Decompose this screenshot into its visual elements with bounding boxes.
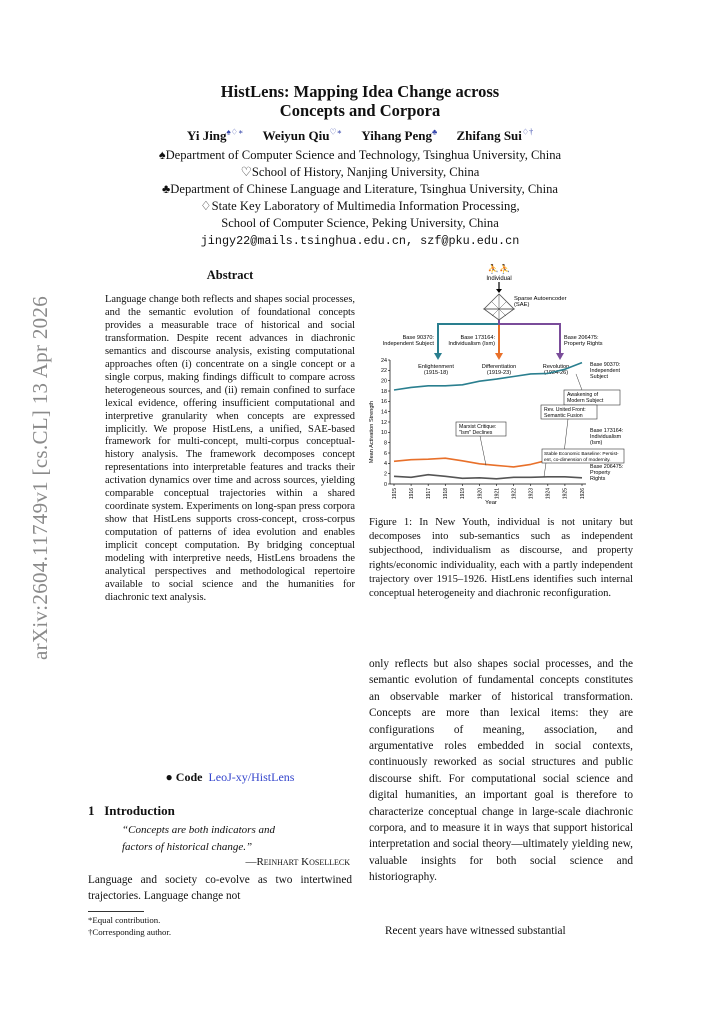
y-tick-label: 10 (381, 430, 387, 437)
y-tick-label: 16 (381, 399, 387, 406)
phase-label: (1915-18) (423, 370, 449, 376)
annotation-box (456, 422, 506, 436)
x-tick-label: 1919 (460, 488, 467, 500)
person-icon: ⛹⛹ (487, 264, 511, 274)
affiliation: ♢State Key Laboratory of Multimedia Information Processing, (200, 199, 520, 213)
y-tick-label: 14 (381, 409, 387, 416)
author: Zhifang Sui♢† (456, 128, 534, 144)
epigraph: “Concepts are both indicators and factors of historical change.” (122, 824, 275, 853)
svg-text:Base 173164:: Base 173164: (590, 428, 624, 434)
svg-text:Independent: Independent (590, 368, 620, 374)
svg-text:Modern Subject: Modern Subject (567, 398, 604, 404)
code-link[interactable]: LeoJ-xy/HistLens (208, 770, 295, 784)
x-tick-label: 1922 (511, 488, 518, 500)
body-text: only reflects but also shapes social processes, and the semantic evolution of fundamental concepts constitutes an observable marker of historical transformation. Concepts are more than lexical items: they are configurations of meaning, association, and argumentative roles embedded in social contexts, continuously reworked as social structures and public discourse shift. For computational social science and digital humanities, an important goal is therefore to characterize conceptual change in large-scale diachronic corpora, and to measure it in ways that support historical interpretation and social theory—ultimately yielding new, valuable insights for both social science and historiography. (369, 658, 633, 884)
arrow-head (495, 353, 503, 360)
annotation-connector (480, 436, 486, 465)
x-tick-label: 1916 (408, 488, 415, 500)
author-emails[interactable]: jingy22@mails.tsinghua.edu.cn, szf@pku.edu.cn (200, 234, 520, 248)
y-tick-label: 0 (384, 481, 387, 488)
svg-text:Base 90370:: Base 90370: (590, 362, 621, 368)
annotation-connector (564, 419, 568, 453)
annotation-connector (544, 463, 546, 477)
sae-funnel (484, 294, 514, 320)
svg-text:Rev. United Front:: Rev. United Front: (544, 407, 586, 413)
svg-text:Semantic Fusion: Semantic Fusion (544, 413, 583, 419)
base-label: Base 173164: (460, 335, 495, 341)
svg-text:Awakening of: Awakening of (567, 392, 599, 398)
base-label: Base 206475: (564, 335, 599, 341)
author: Yi Jing♠♢∗ (186, 128, 244, 144)
figure-caption: Figure 1: In New Youth, individual is not unitary but decomposes into sub-semantics such as independent subjecthood, individualism as discourse, and property rights/economic individuality, each with a partly independent trajectory over 1915–1926. HistLens identifies such internal conceptual heterogeneity and diachronic reconfiguration. (369, 517, 633, 600)
svg-text:Base 206475:: Base 206475: (590, 464, 624, 470)
base-label: Property Rights (564, 341, 603, 347)
svg-text:Property: Property (590, 470, 611, 476)
x-tick-label: 1917 (425, 488, 432, 500)
code-label: Code (175, 770, 203, 784)
affiliation: ♡School of History, Nanjing University, China (240, 165, 480, 179)
y-tick-label: 2 (384, 471, 387, 478)
svg-text:ent, co-dimension of modernity: ent, co-dimension of modernity. (544, 458, 611, 463)
annotation-box (564, 390, 620, 405)
sae-label: Sparse Autoencoder (514, 296, 567, 302)
base-label: Individualism (Ism) (448, 341, 495, 347)
section-heading: 1 Introduction (88, 803, 175, 818)
affiliation: School of Computer Science, Peking University, China (221, 216, 499, 230)
code-line (105, 770, 355, 785)
series-label (590, 428, 623, 446)
x-axis-label: Year (485, 500, 497, 506)
annotation-connector (576, 374, 582, 390)
base-label: Independent Subject (382, 341, 434, 347)
paper-title: HistLens: Mapping Idea Change across Concepts and Corpora (220, 82, 500, 120)
body-text: Recent years have witnessed substantial (385, 925, 566, 937)
footnote-rule (88, 911, 144, 912)
svg-text:Stable Economic Baseline: Pers: Stable Economic Baseline: Persist- (544, 452, 619, 457)
x-tick-label: 1924 (545, 488, 552, 500)
y-tick-label: 20 (381, 378, 387, 385)
x-tick-label: 1920 (477, 488, 484, 500)
sae-label: (SAE) (514, 302, 530, 308)
author: Weiyun Qiu♡∗ (262, 128, 343, 144)
phase-label: Revolution (542, 364, 570, 370)
svg-text:"Ism" Declines: "Ism" Declines (459, 430, 493, 436)
series-label (590, 464, 623, 482)
intro-text: Language and society co-evolve as two intertwined trajectories. Language change not (88, 874, 352, 903)
svg-text:Individualism: Individualism (590, 434, 622, 440)
epigraph-attribution: —Reinhart Koselleck (245, 856, 350, 868)
annotation-box (541, 405, 597, 419)
base-label: Base 90370: (402, 335, 434, 341)
phase-label: Enlightenment (418, 364, 454, 370)
svg-text:(Ism): (Ism) (590, 440, 603, 446)
x-tick-label: 1926 (579, 488, 586, 500)
y-tick-label: 4 (384, 461, 387, 468)
y-axis-label: Mean Activation Strength (369, 400, 375, 464)
arrow-head (434, 353, 442, 360)
x-tick-label: 1921 (494, 488, 501, 500)
fig-top-label: Individual (486, 276, 512, 282)
svg-text:Rights: Rights (590, 476, 606, 482)
affiliation: ♠Department of Computer Science and Technology, Tsinghua University, China (158, 148, 562, 162)
svg-text:Subject: Subject (590, 374, 608, 380)
y-tick-label: 22 (381, 368, 387, 375)
x-tick-label: 1918 (443, 488, 450, 500)
author: Yihang Peng♣ (361, 128, 438, 144)
branch-purple (499, 320, 560, 356)
abstract-heading: Abstract (206, 268, 254, 282)
arxiv-stamp: arXiv:2604.11749v1 [cs.CL] 13 Apr 2026 (28, 295, 52, 661)
arrow-head (496, 289, 502, 293)
y-tick-label: 18 (381, 388, 387, 395)
author-list (100, 128, 620, 144)
x-tick-label: 1923 (528, 488, 535, 500)
github-icon: ● (165, 770, 173, 784)
figure-1 (368, 262, 634, 508)
abstract-text: Language change both reflects and shapes social processes, and the semantic evolution of foundational concepts provides a measurable trace of historical and social transformation. Despite recent advances in diachronic semantics and discourse analysis, existing computational approaches often (i) concentrate on a single concept or a single corpus, making findings difficult to compare across heterogeneous sources, and (ii) remain confined to surface lexical evidence, offering insufficient computational and interpretive granularity when concepts are expressed implicitly. We propose HistLens, a unified, SAE-based framework for multi-concept, multi-corpus conceptual-history analysis. The framework decomposes concept representations into interpretable features and tracks their activation dynamics over time and across sources, yielding comparable conceptual trajectories within a shared coordinate system. Experiments on long-span press corpora show that HistLens supports cross-concept, cross-corpus computation of patterns of idea evolution and enables implicit concept computation. By bridging conceptual modeling with interpretive needs, HistLens broadens the analytical perspectives and methodological repertoire available to social science and the humanities for diachronic text analysis. (105, 294, 355, 603)
y-tick-label: 12 (381, 419, 387, 426)
annotation-box (542, 449, 624, 463)
y-tick-label: 6 (384, 450, 387, 457)
y-tick-label: 24 (381, 357, 387, 364)
phase-label: (1924-26) (543, 370, 569, 376)
phase-label: (1919-23) (486, 370, 512, 376)
y-tick-label: 8 (384, 440, 387, 447)
x-tick-label: 1915 (391, 488, 398, 500)
arrow-head (556, 353, 564, 360)
footnotes: *Equal contribution. †Corresponding author. (88, 915, 172, 937)
svg-text:Marxist Critique:: Marxist Critique: (459, 424, 497, 430)
series-line (394, 475, 582, 479)
x-tick-label: 1925 (562, 488, 569, 500)
series-label (590, 362, 620, 380)
phase-label: Differentiation (481, 364, 517, 370)
affiliation: ♣Department of Chinese Language and Literature, Tsinghua University, China (162, 182, 558, 196)
